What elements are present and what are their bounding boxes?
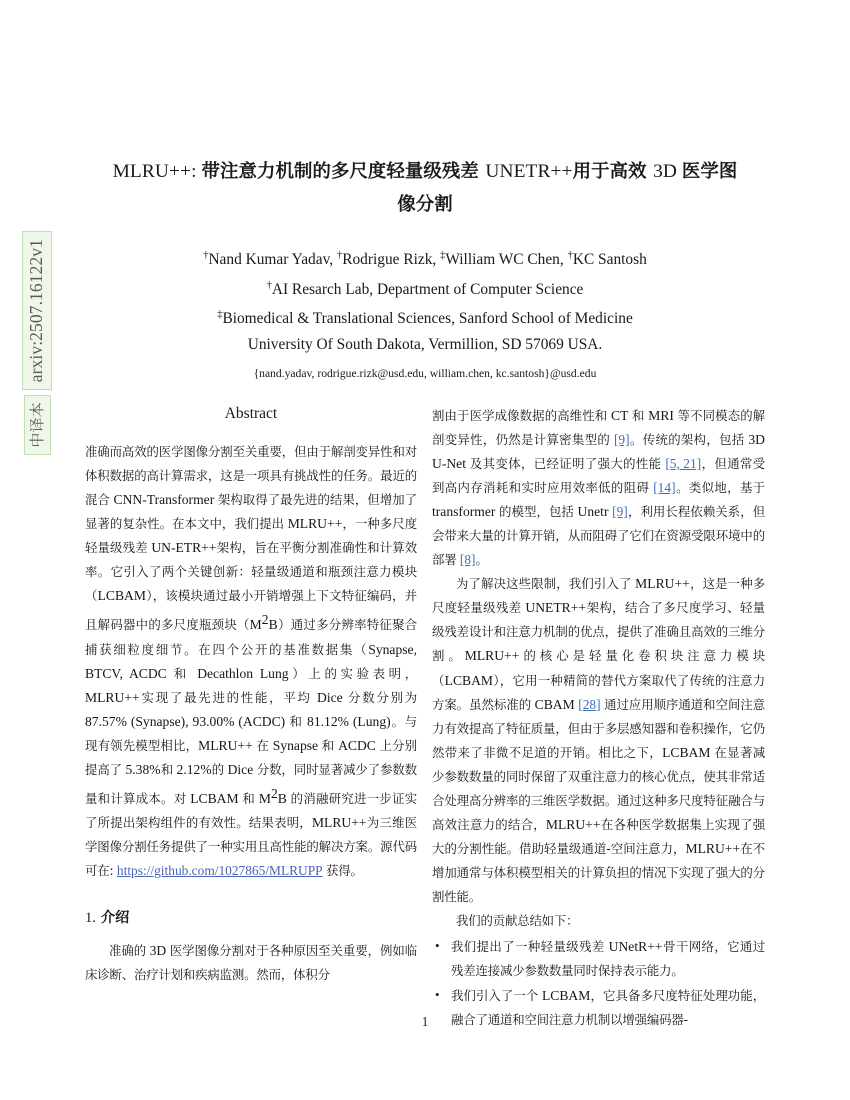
- abs-lat-synapse: Synapse: [272, 737, 319, 753]
- b2-t2: ，它具备多尺度特征处理功能，融合了通道和空间注意力机制以增强编码器-: [451, 988, 765, 1028]
- abs-lat-scores-1: 87.57% (Synapse), 93.00% (ACDC): [85, 713, 286, 729]
- right-paragraph-2: [432, 572, 765, 909]
- page-number: 1: [421, 1014, 429, 1029]
- rc1-lat-unetr: Unetr: [577, 504, 609, 520]
- rc1-t6: ，但通常受到高内存消耗和实时应用效率低的阻碍: [432, 456, 765, 496]
- author-mark-4: †: [567, 250, 573, 261]
- affiliation-1-text: AI Resarch Lab, Department of Computer Science: [271, 280, 584, 298]
- rc1-t1: 割由于医学成像数据的高维性和: [432, 408, 611, 423]
- abs-lat-m-1: M: [249, 617, 262, 633]
- abs-t9: 实现了最先进的性能，平均: [139, 689, 318, 705]
- rc2-lat-unetr: UNETR++: [525, 600, 587, 616]
- abs-t13: 在: [252, 737, 273, 753]
- rc1-t8: 的模型，包括: [495, 504, 578, 520]
- affiliation-3: University Of South Dakota, Vermillion, SD 57069 USA.: [247, 335, 603, 353]
- rc1-t4: 。传统的架构，包括: [629, 432, 749, 448]
- abs-t20: 的消融研究进一步证实了所提出架构组件的有效性。结果表明，: [85, 790, 417, 830]
- abs-t8: ）上的实验表明，: [288, 665, 417, 681]
- abs-lat-scores-2: 81.12% (Lung): [307, 713, 391, 729]
- abs-t5: ），该模块通过最小开销增强上下文特征编码，并且解码器中的多尺度瓶颈块（: [85, 588, 417, 633]
- right-paragraph-1: [432, 404, 765, 572]
- abs-lat-decathlon: Decathlon Lung: [197, 665, 289, 681]
- authors-block: [78, 243, 772, 385]
- citation-8[interactable]: [8]: [459, 552, 476, 568]
- b1-t2: 骨干网络，它通过残差连接减少参数数量同时保持表示能力。: [451, 939, 765, 979]
- abs-t3: ，一种多尺度轻量级残差: [85, 516, 417, 556]
- left-column: [85, 404, 417, 987]
- list-item: [432, 935, 765, 983]
- section-heading-introduction: [85, 908, 417, 928]
- contribution-1: [451, 935, 765, 983]
- abs-lat-unetr: UN-ETR++: [151, 540, 217, 556]
- abs-lat-lcbam-2: LCBAM: [190, 790, 239, 806]
- rc1-t5: 及其变体，已经证明了强大的性能: [465, 456, 666, 472]
- abstract-paragraph: [85, 440, 417, 883]
- citation-14[interactable]: [14]: [653, 480, 676, 496]
- rc1-lat-ct: CT: [611, 408, 629, 423]
- section-number: 1.: [85, 910, 96, 927]
- page-title: [78, 155, 772, 221]
- abs-t22: 获得。: [322, 863, 363, 879]
- affiliation-2: [78, 302, 772, 332]
- rc2-t9: 在不增加通常与体积模型相关的计算负担的情况下实现了强大的分割性能。: [432, 840, 766, 904]
- title-lat-3d: 3D: [653, 161, 682, 182]
- rc1-t3: 等不同模态的解剖变异性，仍然是计算密集型的: [432, 408, 765, 448]
- b2-lat-lcbam: LCBAM: [541, 988, 591, 1004]
- affiliation-1: [78, 273, 772, 303]
- abs-t4: 架构，旨在平衡分割准确性和计算效率。它引入了两个关键创新：轻量级通道和瓶颈注意力模块（: [85, 540, 418, 604]
- abs-t21: 为三维医学图像分割任务提供了一种实用且高性能的解决方案。源代码可在:: [85, 814, 417, 879]
- b2-t1: 我们引入了一个: [451, 988, 542, 1004]
- rc1-lat-unet: 3D U-Net: [432, 432, 765, 472]
- author-mark-3: ‡: [440, 250, 446, 261]
- b1-lat-unetr: UNetR++: [608, 939, 663, 955]
- affiliation-mark-1: †: [266, 279, 272, 291]
- abs-lat-lcbam-1: LCBAM: [97, 588, 146, 604]
- citation-9b[interactable]: [9]: [612, 504, 628, 520]
- intro-lat-3d: 3D: [149, 943, 167, 959]
- rc1-t2: 和: [628, 408, 649, 423]
- abs-lat-gain-1: 5.38%: [125, 761, 161, 777]
- abs-lat-mlru-3: MLRU++: [198, 737, 253, 753]
- abs-t12: 。与现有领先模型相比，: [85, 713, 417, 753]
- title-cjk-a: 带注意力机制的多尺度轻量级残差: [201, 161, 486, 182]
- abs-lat-acdc: ACDC: [338, 737, 376, 753]
- section-title: 介绍: [100, 910, 130, 927]
- abs-lat-b-1: B: [268, 617, 278, 633]
- rc1-t11: 。: [475, 552, 488, 568]
- abs-lat-mlru-1: MLRU++: [287, 516, 343, 532]
- rc1-t7: 。类似地，基于: [675, 480, 766, 496]
- abs-sup-2-1: 2: [261, 612, 269, 628]
- abs-t14: 和: [318, 737, 339, 753]
- rc2-lat-cbam: CBAM: [534, 696, 575, 712]
- contributions-lead: 我们的贡献总结如下：: [456, 912, 579, 928]
- rc2-lat-mlru-1: MLRU++: [635, 576, 690, 592]
- rc2-t3: 架构，结合了多尺度学习、轻量级残差设计和注意力机制的优点，提供了准确且高效的三维分割。: [432, 600, 765, 664]
- abs-lat-m-2: M: [258, 790, 271, 806]
- abs-lat-gain-2: 2.12%: [176, 761, 212, 777]
- rc2-lat-mlru-4: MLRU++: [685, 840, 741, 856]
- affiliation-2-text: Biomedical & Translational Sciences, Sanford School of Medicine: [222, 310, 633, 328]
- abs-t7: 和: [166, 665, 198, 681]
- bullet-icon: •: [435, 987, 440, 1003]
- arxiv-stamp: [22, 231, 52, 871]
- rc2-t2: ，这是一种多尺度轻量级残差: [432, 576, 765, 616]
- rc2-t6: 通过应用顺序通道和空间注意力有效提高了特征质量，但由于多层感知器和卷积操作，它仍然带来了非微不足道的开销。相比之下，: [432, 696, 765, 760]
- b1-t1: 我们提出了一种轻量级残差: [451, 939, 609, 955]
- abs-lat-mlru-2: MLRU++: [85, 689, 140, 705]
- abs-lat-cnn-transformer: CNN-Transformer: [113, 492, 215, 508]
- author-mark-2: †: [336, 250, 343, 261]
- bullet-icon: •: [435, 938, 440, 954]
- abs-t2: 架构取得了最先进的结果，但增加了显著的复杂性。在本文中，我们提出: [85, 492, 417, 532]
- abs-t16: 和: [160, 761, 177, 777]
- title-lead: MLRU++:: [112, 161, 202, 182]
- author-mark-1: †: [203, 250, 209, 261]
- author-emails: {nand.yadav, rodrigue.rizk@usd.edu, william.chen, kc.santosh}@usd.edu: [253, 367, 597, 381]
- source-code-link[interactable]: https://github.com/1027865/MLRUPP: [116, 863, 323, 879]
- rc1-lat-transformer: transformer: [432, 504, 496, 520]
- abs-t1: 准确而高效的医学图像分割至关重要，但由于解剖变异性和对体积数据的高计算需求，这是一项具有挑战性的任务。最近的混合: [85, 444, 417, 508]
- citation-28[interactable]: [28]: [578, 696, 601, 712]
- abstract-heading: Abstract: [224, 405, 278, 422]
- author-names: †Nand Kumar Yadav, †Rodrigue Rizk, ‡William WC Chen, †KC Santosh: [203, 250, 647, 269]
- abs-t11: 和: [285, 713, 308, 729]
- abs-t17: 的: [211, 761, 228, 777]
- abs-t10: 分数分别为: [342, 689, 418, 705]
- title-cjk-b: 用于高效: [572, 161, 654, 182]
- citation-9a[interactable]: [9]: [613, 432, 630, 448]
- title-line2: 像分割: [397, 194, 453, 215]
- translation-label: 中译本: [24, 395, 51, 454]
- rc2-t7: 在显著减少参数数量的同时保留了双重注意力的核心优点，使其非常适合处理高分辨率的三维医学数据。通过这种多尺度特征融合与高效注意力的结合，: [432, 744, 765, 832]
- rc2-t5: ），它用一种精简的替代方案取代了传统的注意力方案。虽然标准的: [432, 672, 766, 712]
- abs-sup-2-2: 2: [270, 785, 278, 801]
- title-cjk-c: 医学图: [681, 161, 738, 182]
- abs-t18: 分数，同时显著减少了参数数量和计算成本。对: [85, 761, 417, 806]
- citation-5-21[interactable]: [5, 21]: [665, 456, 702, 472]
- rc1-lat-mri: MRI: [648, 408, 674, 423]
- intro-t1: 准确的: [109, 943, 150, 959]
- rc2-t1: 为了解决这些限制，我们引入了: [456, 576, 636, 592]
- rc2-lat-mlru-3: MLRU++: [545, 816, 601, 832]
- abs-t19: 和: [238, 790, 259, 806]
- abs-t15: 上分别提高了: [85, 737, 417, 777]
- abs-t6: ）通过多分辨率特征聚合捕获细粒度细节。在四个公开的基准数据集（: [85, 617, 417, 657]
- abs-lat-datasets: Synapse, BTCV, ACDC: [85, 641, 417, 681]
- arxiv-id-label: arxiv:2507.16122v1: [22, 231, 53, 390]
- rc2-lat-mlru-2: MLRU++: [464, 648, 520, 664]
- abs-lat-dice-2: Dice: [227, 761, 254, 777]
- rc1-t10: ，利用长程依赖关系，但会带来大量的计算开销，从而阻碍了它们在资源受限环境中的部署: [432, 504, 765, 568]
- abs-lat-dice-1: Dice: [317, 689, 343, 705]
- abs-lat-b-2: B: [277, 790, 287, 806]
- right-column: [432, 404, 765, 1033]
- rc2-t4: 的核心是轻量化卷积块注意力模块（: [432, 648, 766, 688]
- title-block: [78, 155, 772, 221]
- introduction-paragraph: [85, 939, 417, 987]
- affiliation-mark-2: ‡: [217, 309, 223, 321]
- intro-t2: 医学图像分割对于各种原因至关重要，例如临床诊断、治疗计划和疾病监测。然而，体积分: [85, 943, 417, 983]
- rc2-lat-lcbam-2: LCBAM: [662, 744, 711, 760]
- abs-lat-mlru-4: MLRU++: [311, 814, 367, 830]
- rc2-lat-lcbam-1: LCBAM: [444, 672, 493, 688]
- rc2-t8: 在各种医学数据集上实现了强大的分割性能。借助轻量级通道-空间注意力，: [432, 816, 765, 856]
- title-lat-unetr: UNETR++: [485, 161, 573, 182]
